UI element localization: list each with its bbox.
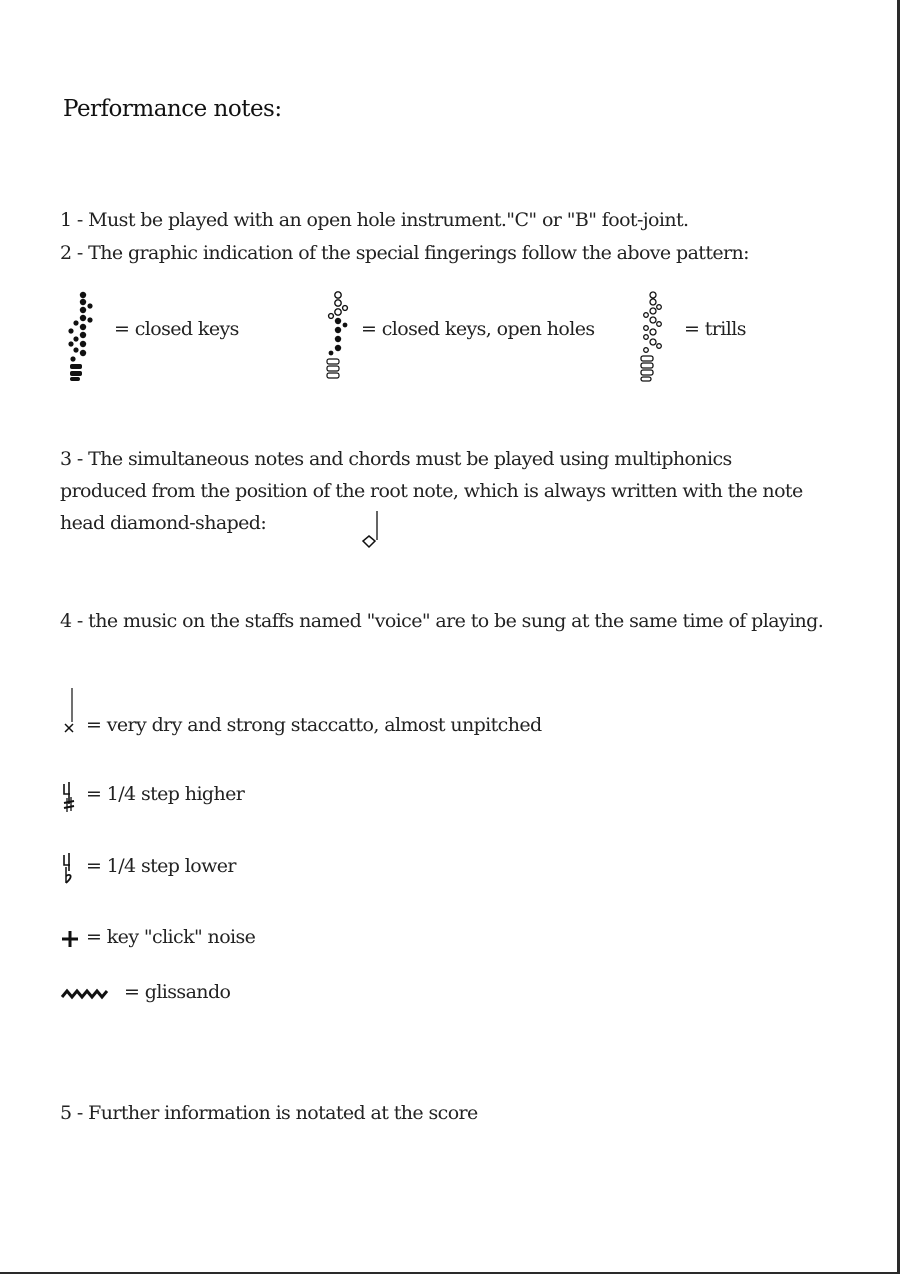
note-3-line-2: produced from the position of the root note, which is always written with the note	[60, 480, 803, 502]
note-1: 1 - Must be played with an open hole instrument."C" or "B" foot-joint.	[60, 209, 689, 231]
symbol-label-staccato: = very dry and strong staccatto, almost unpitched	[86, 714, 542, 736]
note-5: 5 - Further information is notated at the score	[60, 1102, 478, 1124]
page-title: Performance notes:	[63, 96, 282, 122]
symbol-label-quarter-higher: = 1/4 step higher	[86, 783, 245, 805]
plus-icon	[60, 929, 80, 949]
fingering-chart-closed-keys-icon	[66, 290, 96, 382]
note-3-line-3: head diamond-shaped:	[60, 512, 267, 534]
fingering-chart-trills-icon	[637, 290, 665, 382]
x-notehead-icon	[60, 686, 82, 738]
note-3-line-1: 3 - The simultaneous notes and chords must be played using multiphonics	[60, 448, 732, 470]
note-3	[60, 443, 860, 539]
symbol-label-quarter-lower: = 1/4 step lower	[86, 855, 236, 877]
symbol-label-glissando: = glissando	[124, 981, 231, 1003]
fingering-label-trills: = trills	[684, 318, 746, 340]
quarter-sharp-icon	[60, 780, 80, 814]
note-2: 2 - The graphic indication of the special fingerings follow the above pattern:	[60, 242, 749, 264]
note-4: 4 - the music on the staffs named "voice" are to be sung at the same time of playing.	[60, 610, 824, 632]
diamond-notehead-icon	[360, 508, 382, 550]
symbol-label-key-click: = key "click" noise	[86, 926, 256, 948]
glissando-wave-icon	[60, 986, 110, 1002]
quarter-flat-icon	[60, 851, 80, 885]
fingering-label-closed-keys-open-holes: = closed keys, open holes	[361, 318, 595, 340]
fingering-label-closed-keys: = closed keys	[114, 318, 239, 340]
fingering-chart-closed-keys-open-holes-icon	[323, 290, 351, 382]
